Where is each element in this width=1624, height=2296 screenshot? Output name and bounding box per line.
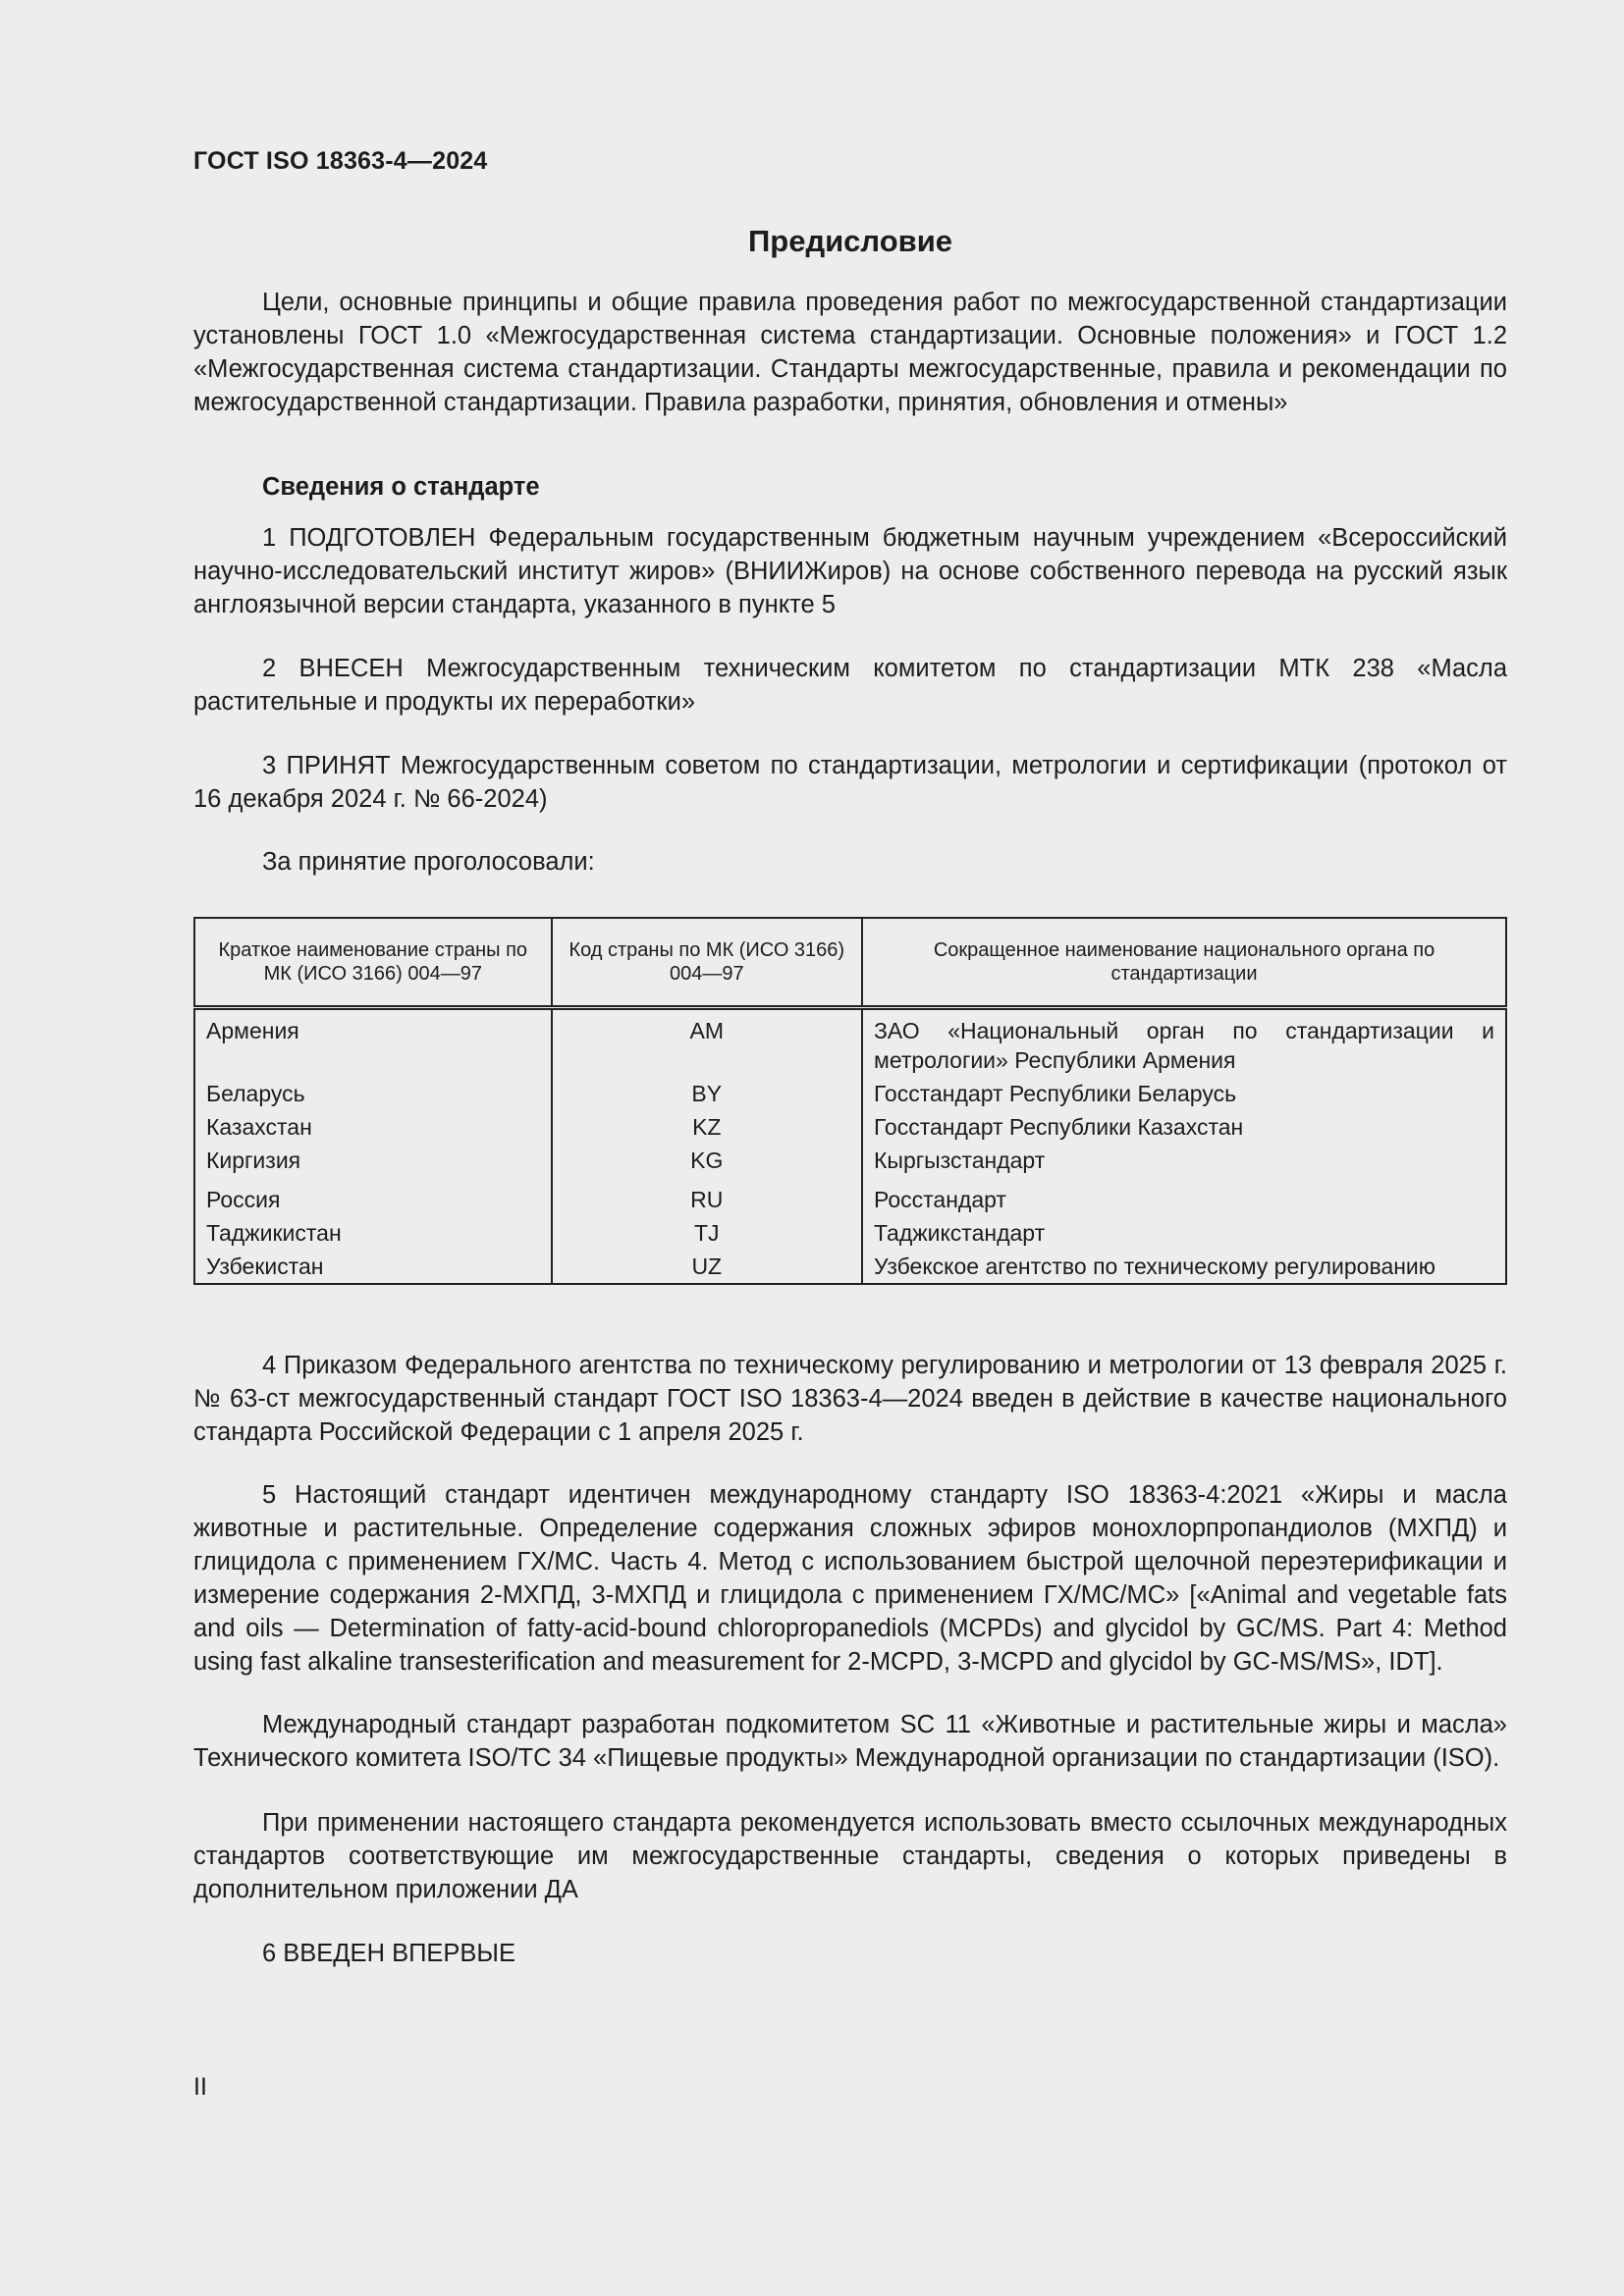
item-4-paragraph: 4 Приказом Федерального агентства по техническому регулированию и метрологии от 13 февраля 2025 г. № 63-ст межгосударственный стандарт ГОСТ ISO 18363-4—2024 введен в действие в качестве национального стандарта Российской Федерации с 1 апреля 2025 г.	[193, 1352, 1507, 1446]
country-cell: Узбекистан	[194, 1250, 552, 1284]
item-5-committee-paragraph: Международный стандарт разработан подкомитетом SC 11 «Животные и растительные жиры и масла» Технического комитета ISO/TC 34 «Пищевые продукты» Международной организации по стандартизации (ISO).	[193, 1711, 1507, 1772]
item-5-paragraph: 5 Настоящий стандарт идентичен международному стандарту ISO 18363-4:2021 «Жиры и масла животные и растительные. Определение содержания сложных эфиров монохлорпропандиолов (МХПД) и глицидола с применением ГХ/МС. Часть 4. Метод с использованием быстрой щелочной переэтерификации и измерение содержания 2-МХПД, 3-МХПД и глицидола с применением ГХ/МС/МС» [«Animal and vegetable fats and oils — Determination of fatty-acid-bound chloropropanediols (MCPDs) and glycidol by GC/MS. Part 4: Method using fast alkaline transesterification and measurement for 2-MCPD, 3-MCPD and glycidol by GC-MS/MS», IDT].	[193, 1481, 1507, 1676]
voting-countries-table	[193, 917, 1507, 1285]
page-title: Предисловие	[747, 224, 952, 258]
item-6-paragraph: 6 ВВЕДЕН ВПЕРВЫЕ	[262, 1940, 516, 1967]
standard-info-heading: Сведения о стандарте	[262, 473, 540, 501]
code-cell: KZ	[552, 1110, 862, 1144]
country-cell: Беларусь	[194, 1077, 552, 1110]
table-row	[194, 1183, 1506, 1216]
org-cell: ЗАО «Национальный орган по стандартизации и метрологии» Республики Армения	[862, 1008, 1506, 1078]
country-cell: Армения	[194, 1008, 552, 1078]
table-row	[194, 1110, 1506, 1144]
document-code: ГОСТ ISO 18363-4—2024	[193, 147, 488, 175]
country-cell: Россия	[194, 1183, 552, 1216]
code-cell: BY	[552, 1077, 862, 1110]
item-2-paragraph: 2 ВНЕСЕН Межгосударственным техническим комитетом по стандартизации МТК 238 «Масла растительные и продукты их переработки»	[193, 655, 1507, 716]
code-cell: KG	[552, 1144, 862, 1183]
org-cell: Таджикстандарт	[862, 1216, 1506, 1250]
code-cell: TJ	[552, 1216, 862, 1250]
org-cell: Кыргызстандарт	[862, 1144, 1506, 1183]
table-header-row	[194, 918, 1506, 1008]
table-row	[194, 1077, 1506, 1110]
country-cell: Киргизия	[194, 1144, 552, 1183]
voted-label: За принятие проголосовали:	[262, 848, 595, 876]
header-country-name: Краткое наименование страны по МК (ИСО 3166) 004—97	[194, 918, 552, 1008]
code-cell: RU	[552, 1183, 862, 1216]
item-1-paragraph: 1 ПОДГОТОВЛЕН Федеральным государственным бюджетным научным учреждением «Всероссийский научно-исследовательский институт жиров» (ВНИИЖиров) на основе собственного перевода на русский язык англоязычной версии стандарта, указанного в пункте 5	[193, 524, 1507, 618]
header-standards-body: Сокращенное наименование национального органа по стандартизации	[862, 918, 1506, 1008]
table-row	[194, 1216, 1506, 1250]
country-cell: Таджикистан	[194, 1216, 552, 1250]
org-cell: Узбекское агентство по техническому регулированию	[862, 1250, 1506, 1284]
header-country-code: Код страны по МК (ИСО 3166) 004—97	[552, 918, 862, 1008]
table-row	[194, 1144, 1506, 1183]
org-cell: Росстандарт	[862, 1183, 1506, 1216]
code-cell: UZ	[552, 1250, 862, 1284]
item-5-reference-paragraph: При применении настоящего стандарта рекомендуется использовать вместо ссылочных международных стандартов соответствующие им межгосударственные стандарты, сведения о которых приведены в дополнительном приложении ДА	[193, 1809, 1507, 1903]
item-3-paragraph: 3 ПРИНЯТ Межгосударственным советом по стандартизации, метрологии и сертификации (протокол от 16 декабря 2024 г. № 66-2024)	[193, 752, 1507, 813]
org-cell: Госстандарт Республики Казахстан	[862, 1110, 1506, 1144]
page-number: II	[193, 2073, 207, 2101]
country-cell: Казахстан	[194, 1110, 552, 1144]
table-row	[194, 1250, 1506, 1284]
intro-paragraph: Цели, основные принципы и общие правила проведения работ по межгосударственной стандартизации установлены ГОСТ 1.0 «Межгосударственная система стандартизации. Основные положения» и ГОСТ 1.2 «Межгосударственная система стандартизации. Стандарты межгосударственные, правила и рекомендации по межгосударственной стандартизации. Правила разработки, принятия, обновления и отмены»	[193, 289, 1507, 416]
table-row	[194, 1008, 1506, 1078]
code-cell: AM	[552, 1008, 862, 1078]
org-cell: Госстандарт Республики Беларусь	[862, 1077, 1506, 1110]
